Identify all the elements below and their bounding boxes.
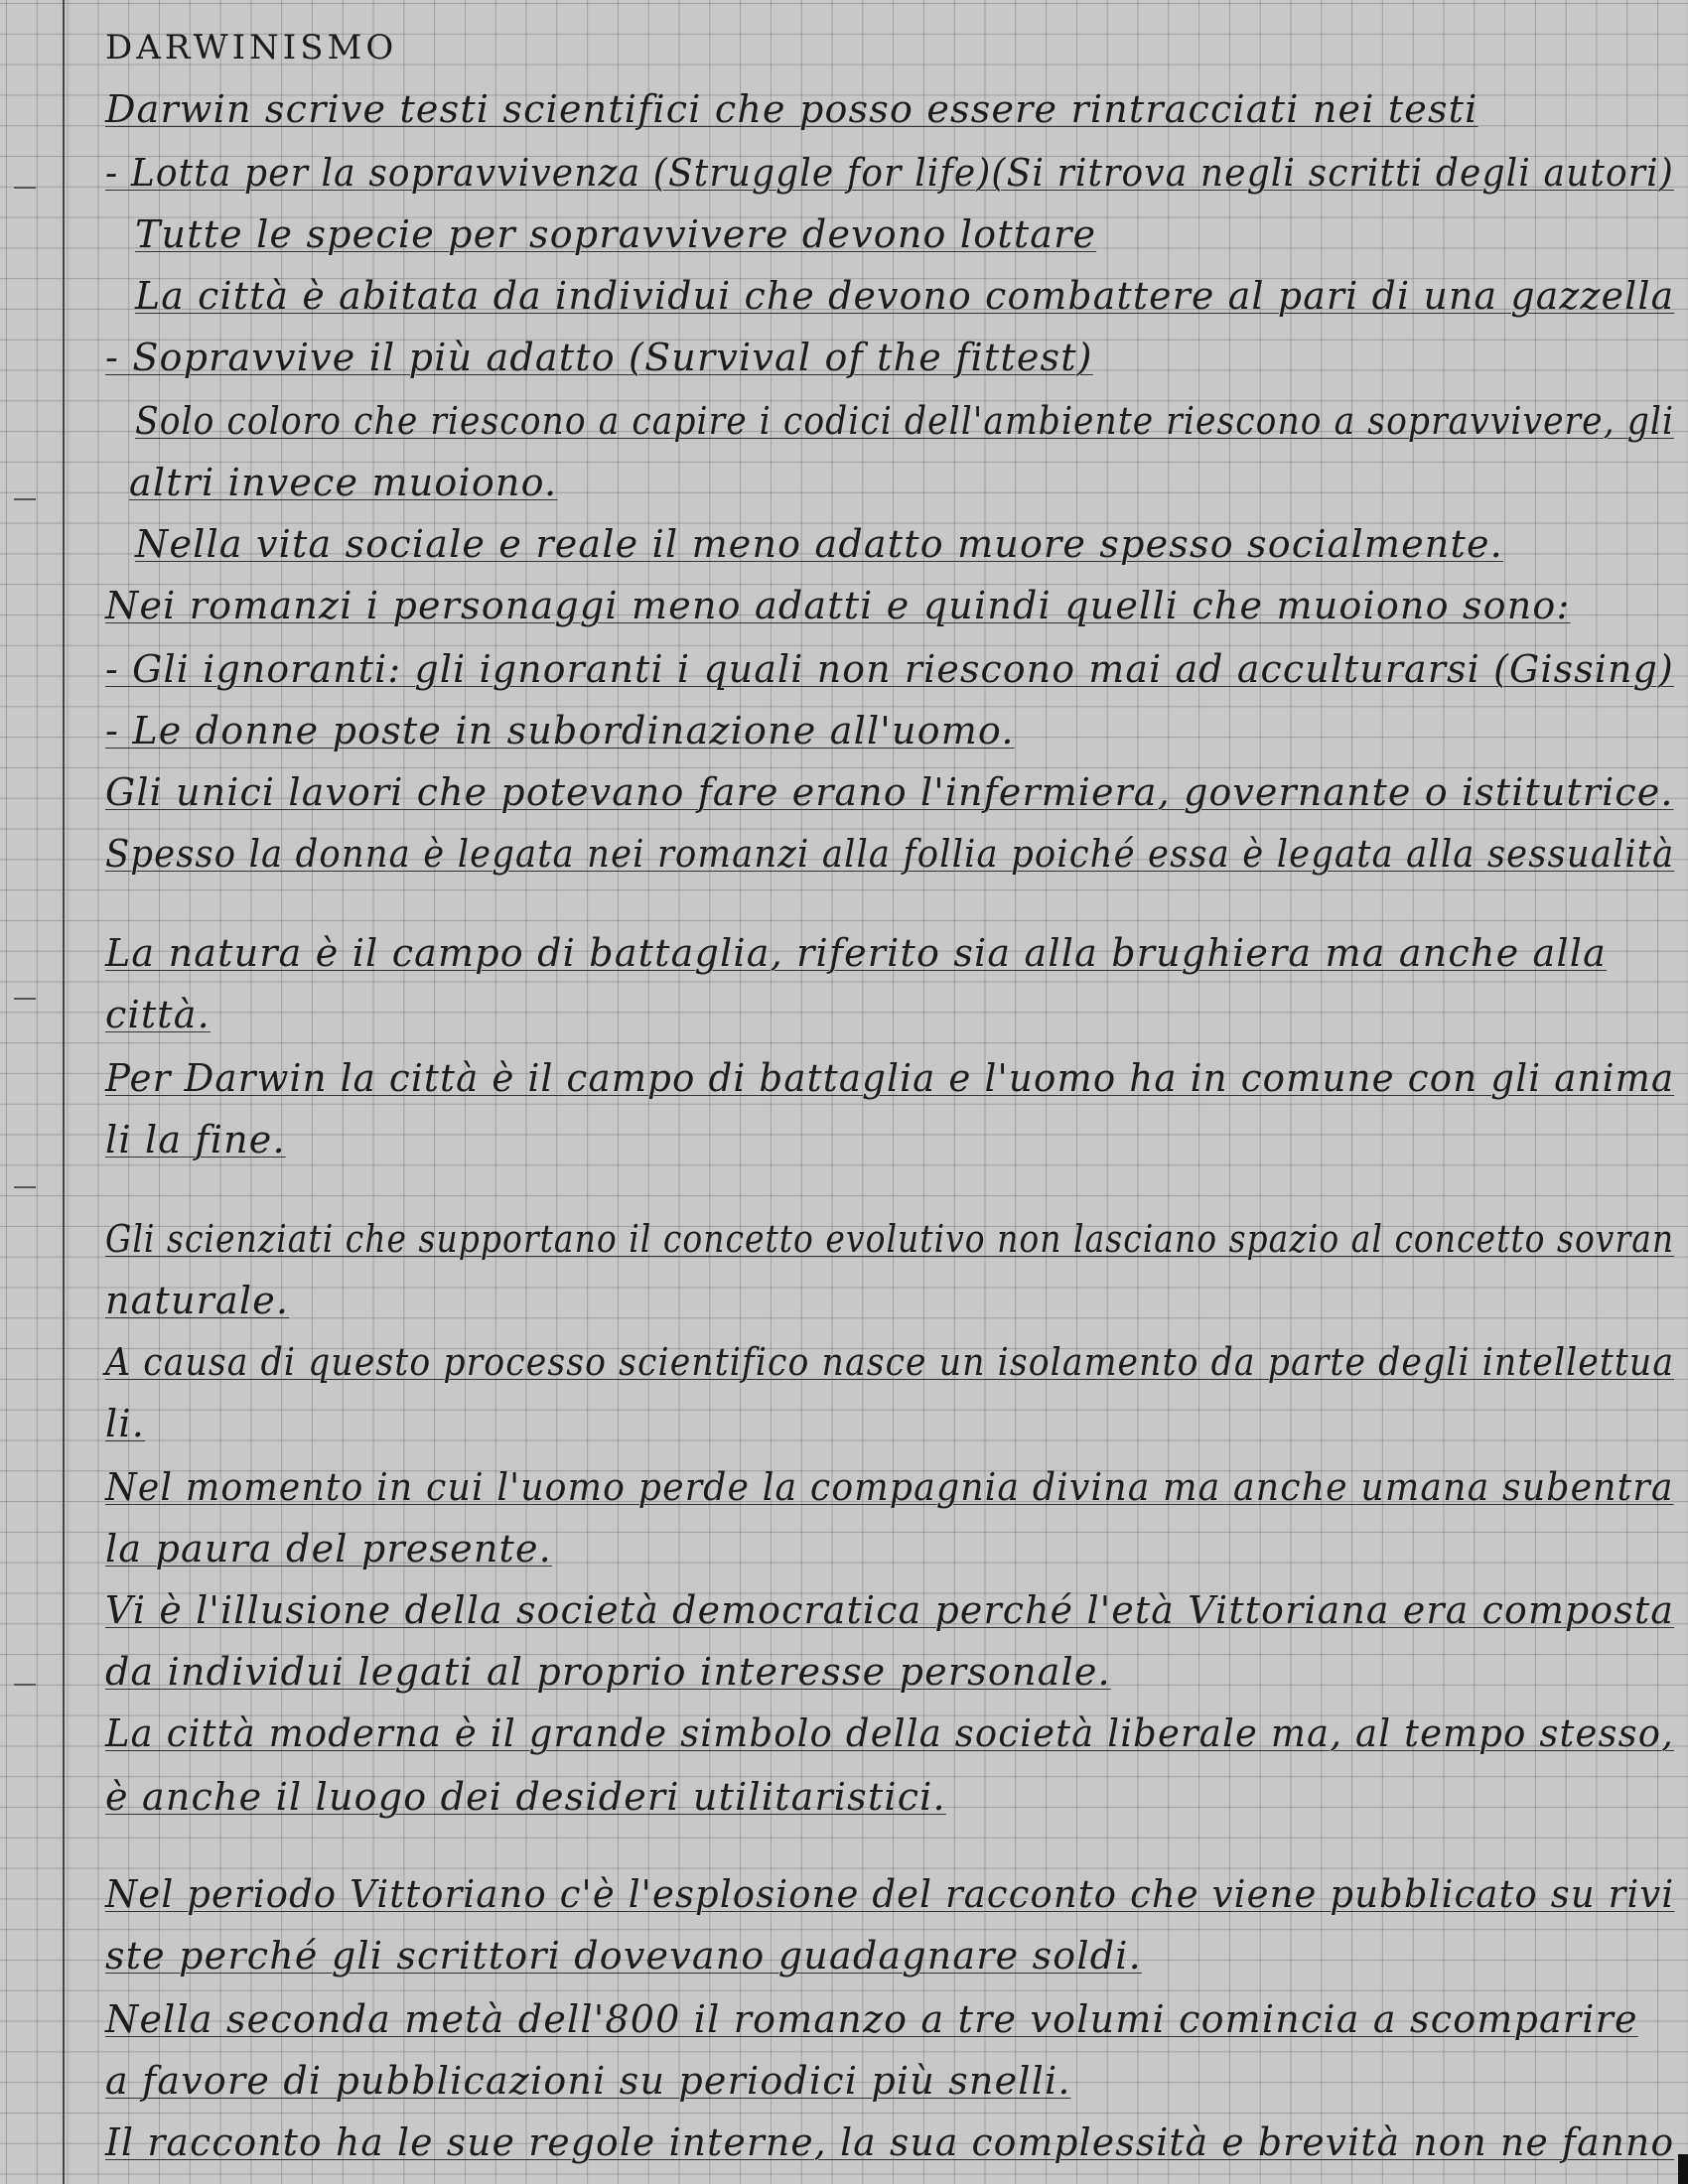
handwritten-line: Solo coloro che riescono a capire i codici dell'ambiente riescono a sopravvivere, gli (135, 399, 1675, 443)
margin-line (63, 0, 65, 2184)
binder-mark (14, 998, 36, 1000)
handwritten-line: da individui legati al proprio interesse personale. (105, 1650, 1111, 1694)
handwritten-line: li. (105, 1402, 145, 1445)
handwritten-line: naturale. (105, 1279, 290, 1322)
handwritten-line: Nella vita sociale e reale il meno adatto muore spesso socialmente. (135, 522, 1503, 566)
binder-mark (14, 1186, 36, 1188)
handwritten-line: Nel momento in cui l'uomo perde la compagnia divina ma anche umana subentra (105, 1465, 1674, 1509)
handwritten-line: La città è abitata da individui che devono combattere al pari di una gazzella (135, 274, 1675, 318)
handwritten-line: La città moderna è il grande simbolo della società liberale ma, al tempo stesso, (105, 1711, 1675, 1755)
handwritten-line: La natura è il campo di battaglia, riferito sia alla brughiera ma anche alla (105, 931, 1607, 975)
handwritten-line: altri invece muoiono. (129, 461, 558, 504)
handwritten-line: a favore di pubblicazioni su periodici più snelli. (105, 2059, 1071, 2103)
handwritten-line: - Lotta per la sopravvivenza (Struggle for life)(Si ritrova negli scritti degli autori) (105, 151, 1674, 195)
handwritten-line: Vi è l'illusione della società democratica perché l'età Vittoriana era composta (105, 1588, 1675, 1632)
handwritten-line: Per Darwin la città è il campo di battaglia e l'uomo ha in comune con gli anima (105, 1056, 1675, 1100)
handwritten-line: Darwin scrive testi scientifici che posso essere rintracciati nei testi (105, 87, 1478, 131)
handwritten-line: - Sopravvive il più adatto (Survival of the fittest) (105, 336, 1093, 379)
handwritten-line: - Le donne poste in subordinazione all'uomo. (105, 709, 1015, 752)
handwritten-line: A causa di questo processo scientifico nasce un isolamento da parte degli intellettua (105, 1340, 1675, 1384)
handwritten-line: li la fine. (105, 1118, 286, 1161)
handwritten-line: Nei romanzi i personaggi meno adatti e quindi quelli che muoiono sono: (105, 584, 1571, 627)
handwritten-line: ste perché gli scrittori dovevano guadagnare soldi. (105, 1934, 1142, 1978)
binder-mark (14, 187, 36, 189)
handwritten-line: Spesso la donna è legata nei romanzi alla follia poiché essa è legata alla sessualità (105, 832, 1675, 876)
handwritten-line: Il racconto ha le sue regole interne, la sua complessità e brevità non ne fanno (105, 2120, 1675, 2164)
binder-mark (14, 498, 36, 500)
handwritten-line: Gli unici lavori che potevano fare erano l'infermiera, governante o istitutrice. (105, 770, 1674, 814)
handwritten-line: Nel periodo Vittoriano c'è l'esplosione del racconto che viene pubblicato su rivi (105, 1872, 1675, 1916)
notes-title: DARWINISMO (105, 28, 398, 68)
page-edge-mark (1678, 2154, 1688, 2184)
handwritten-line: - Gli ignoranti: gli ignoranti i quali non riescono mai ad acculturarsi (Gissing) (105, 647, 1674, 691)
handwritten-line: è anche il luogo dei desideri utilitaristici. (105, 1775, 946, 1819)
handwritten-line: città. (105, 993, 211, 1036)
binder-mark (14, 1684, 36, 1686)
handwritten-line: Gli scienziati che supportano il concetto evolutivo non lasciano spazio al concetto sovran (105, 1217, 1675, 1261)
handwritten-line: Tutte le specie per sopravvivere devono lottare (135, 212, 1097, 256)
handwritten-line: la paura del presente. (105, 1527, 552, 1570)
handwritten-line: Nella seconda metà dell'800 il romanzo a tre volumi comincia a scomparire (105, 1997, 1638, 2041)
